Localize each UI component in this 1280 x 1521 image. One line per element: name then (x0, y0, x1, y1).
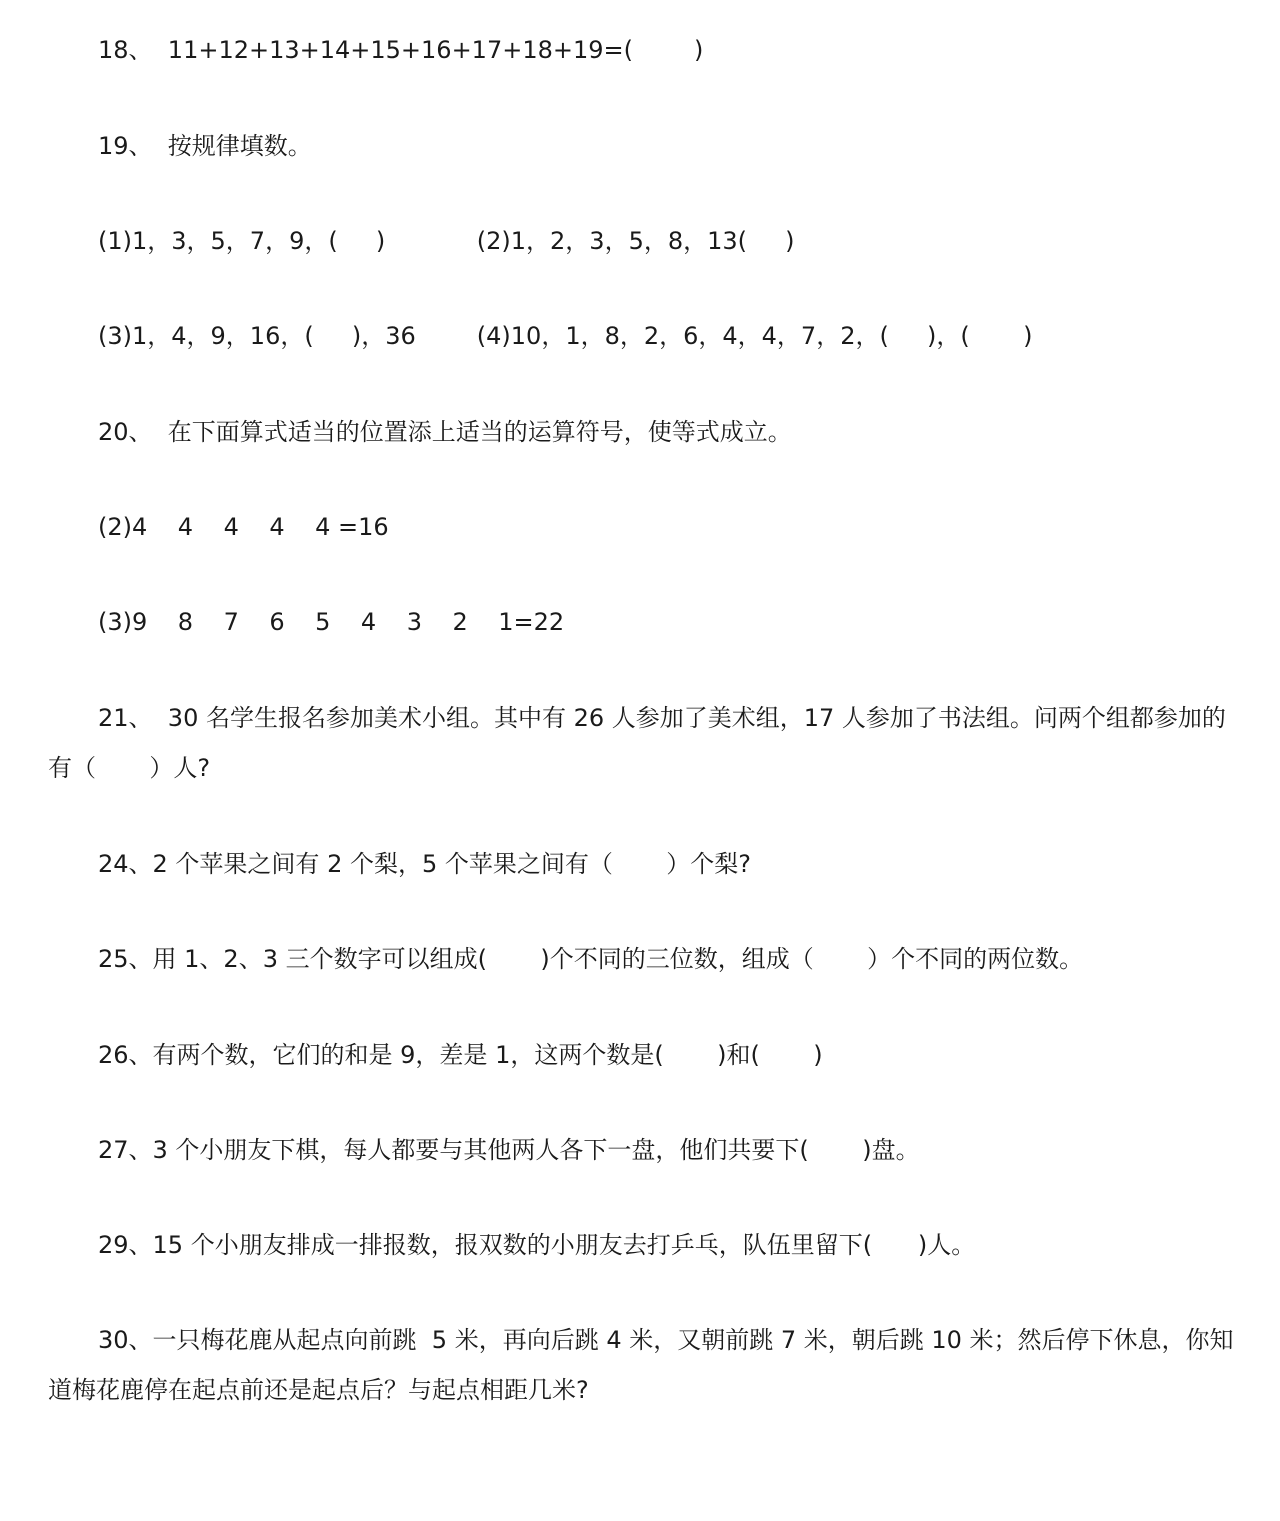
question-20-part-2: (2)4 4 4 4 4 =16 (98, 513, 389, 541)
question-19-row-1: (1)1，3，5，7，9，( ) (2)1，2，3，5，8，13( ) (98, 227, 795, 255)
question-21: 21、 30 名学生报名参加美术小组。其中有 26 人参加了美术组，17 人参加了书法组。问两个组都参加的有（ ）人? (48, 704, 1226, 782)
question-24: 24、2 个苹果之间有 2 个梨，5 个苹果之间有（ ）个梨? (98, 850, 752, 878)
question-19-row-2: (3)1，4，9，16，( )，36 (4)10，1，8，2，6，4，4，7，2，( )，( ) (98, 322, 1033, 350)
question-25: 25、用 1、2、3 三个数字可以组成( )个不同的三位数，组成（ ）个不同的两位数。 (98, 945, 1084, 973)
question-30: 30、一只梅花鹿从起点向前跳 5 米，再向后跳 4 米，又朝前跳 7 米，朝后跳 10 米；然后停下休息，你知道梅花鹿停在起点前还是起点后？与起点相距几米? (48, 1326, 1234, 1404)
question-26: 26、有两个数，它们的和是 9，差是 1，这两个数是( )和( ) (98, 1041, 823, 1069)
question-19: 19、 按规律填数。 (98, 132, 312, 160)
question-20-part-3: (3)9 8 7 6 5 4 3 2 1=22 (98, 608, 565, 636)
question-20: 20、 在下面算式适当的位置添上适当的运算符号，使等式成立。 (98, 418, 792, 446)
question-27: 27、3 个小朋友下棋，每人都要与其他两人各下一盘，他们共要下( )盘。 (98, 1136, 920, 1164)
question-29: 29、15 个小朋友排成一排报数，报双数的小朋友去打乒乓，队伍里留下( )人。 (98, 1231, 976, 1259)
question-18: 18、 11+12+13+14+15+16+17+18+19=( ) (98, 36, 704, 64)
